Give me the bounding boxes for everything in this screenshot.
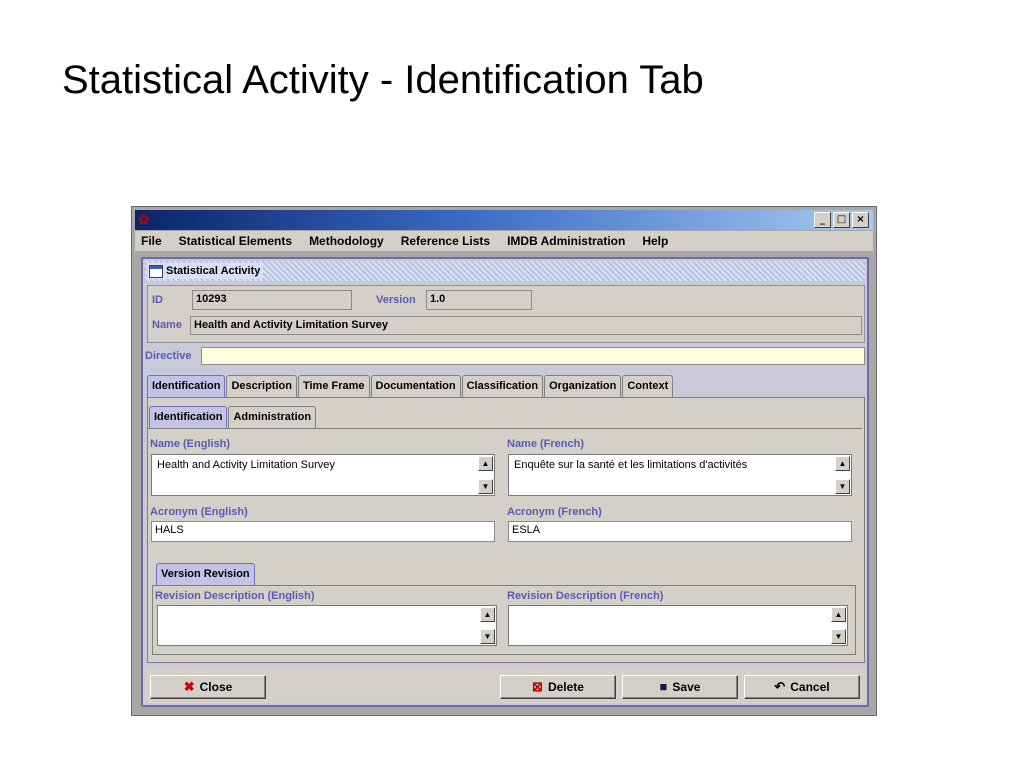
subtab-identification[interactable]: Identification — [149, 406, 227, 428]
scroll-down-icon[interactable]: ▼ — [480, 629, 495, 644]
version-revision-panel — [152, 585, 856, 655]
name-field[interactable]: Health and Activity Limitation Survey — [190, 316, 862, 335]
identification-subpanel — [148, 428, 862, 661]
revision-french-scrollbar[interactable] — [831, 607, 846, 644]
version-field[interactable]: 1.0 — [426, 290, 532, 310]
minimize-button[interactable]: _ — [814, 212, 831, 228]
name-english-scrollbar[interactable] — [478, 456, 493, 494]
tab-organization[interactable]: Organization — [544, 375, 621, 397]
scroll-up-icon[interactable]: ▲ — [831, 607, 846, 622]
menu-imdb-administration[interactable]: IMDB Administration — [507, 234, 626, 248]
app-window — [131, 206, 877, 716]
window-controls — [814, 212, 869, 228]
menu-file[interactable]: File — [141, 234, 162, 248]
maximize-button[interactable]: □ — [833, 212, 850, 228]
revision-english-label: Revision Description (English) — [155, 590, 315, 602]
undo-icon: ↶ — [774, 679, 786, 694]
revision-french-label: Revision Description (French) — [507, 590, 664, 602]
menu-help[interactable]: Help — [642, 234, 669, 248]
slide-title: Statistical Activity - Identification Tab — [62, 58, 704, 102]
name-french-textarea[interactable] — [508, 454, 852, 496]
delete-button[interactable] — [500, 675, 616, 699]
version-label: Version — [376, 294, 416, 306]
tab-context[interactable]: Context — [622, 375, 673, 397]
tab-identification[interactable]: Identification — [147, 375, 225, 397]
tab-time-frame[interactable]: Time Frame — [298, 375, 370, 397]
revision-english-scrollbar[interactable] — [480, 607, 495, 644]
name-french-label: Name (French) — [507, 438, 585, 450]
statistical-activity-frame — [141, 257, 869, 707]
tab-classification[interactable]: Classification — [462, 375, 544, 397]
subtab-administration[interactable]: Administration — [228, 406, 316, 428]
close-button[interactable] — [150, 675, 266, 699]
acronym-french-field[interactable]: ESLA — [508, 521, 852, 542]
tab-description[interactable]: Description — [226, 375, 297, 397]
name-english-label: Name (English) — [150, 438, 231, 450]
id-label: ID — [152, 294, 163, 306]
header-panel — [147, 285, 865, 343]
sub-tab-bar — [149, 406, 317, 428]
name-english-value: Health and Activity Limitation Survey — [157, 459, 335, 471]
name-french-value: Enquête sur la santé et les limitations d'activités — [514, 459, 748, 471]
tab-version-revision[interactable]: Version Revision — [156, 563, 255, 585]
directive-label: Directive — [145, 350, 192, 362]
scroll-up-icon[interactable]: ▲ — [835, 456, 850, 471]
window-icon — [149, 265, 163, 278]
revision-english-textarea[interactable] — [157, 605, 497, 646]
scroll-down-icon[interactable]: ▼ — [831, 629, 846, 644]
delete-button-label: Delete — [547, 680, 584, 694]
frame-title: Statistical Activity — [166, 265, 261, 277]
app-icon: ✿ — [138, 212, 150, 228]
menu-bar — [135, 231, 873, 251]
delete-icon: ⊠ — [532, 679, 543, 694]
close-button-label: Close — [199, 680, 233, 694]
acronym-french-label: Acronym (French) — [507, 506, 602, 518]
cancel-button[interactable] — [744, 675, 860, 699]
directive-field[interactable] — [201, 347, 865, 365]
floppy-disk-icon: ■ — [659, 679, 668, 694]
save-button[interactable] — [622, 675, 738, 699]
scroll-up-icon[interactable]: ▲ — [480, 607, 495, 622]
revision-french-textarea[interactable] — [508, 605, 848, 646]
cancel-button-label: Cancel — [790, 680, 830, 694]
menu-statistical-elements[interactable]: Statistical Elements — [178, 234, 293, 248]
acronym-english-label: Acronym (English) — [150, 506, 248, 518]
menu-reference-lists[interactable]: Reference Lists — [400, 234, 491, 248]
close-window-button[interactable]: × — [852, 212, 869, 228]
scroll-down-icon[interactable]: ▼ — [478, 479, 493, 494]
name-french-scrollbar[interactable] — [835, 456, 850, 494]
main-tab-panel — [147, 397, 865, 663]
button-bar — [145, 667, 865, 703]
acronym-english-field[interactable]: HALS — [151, 521, 495, 542]
scroll-down-icon[interactable]: ▼ — [835, 479, 850, 494]
close-x-icon: ✖ — [183, 679, 195, 694]
version-revision-tab-bar — [156, 563, 256, 585]
scroll-up-icon[interactable]: ▲ — [478, 456, 493, 471]
name-label: Name — [152, 319, 182, 331]
tab-documentation[interactable]: Documentation — [371, 375, 461, 397]
name-english-textarea[interactable] — [151, 454, 495, 496]
title-bar[interactable] — [135, 210, 873, 230]
main-tab-bar — [147, 375, 674, 397]
frame-title-bar[interactable] — [145, 261, 865, 281]
save-button-label: Save — [672, 680, 701, 694]
menu-methodology[interactable]: Methodology — [309, 234, 384, 248]
id-field[interactable]: 10293 — [192, 290, 352, 310]
